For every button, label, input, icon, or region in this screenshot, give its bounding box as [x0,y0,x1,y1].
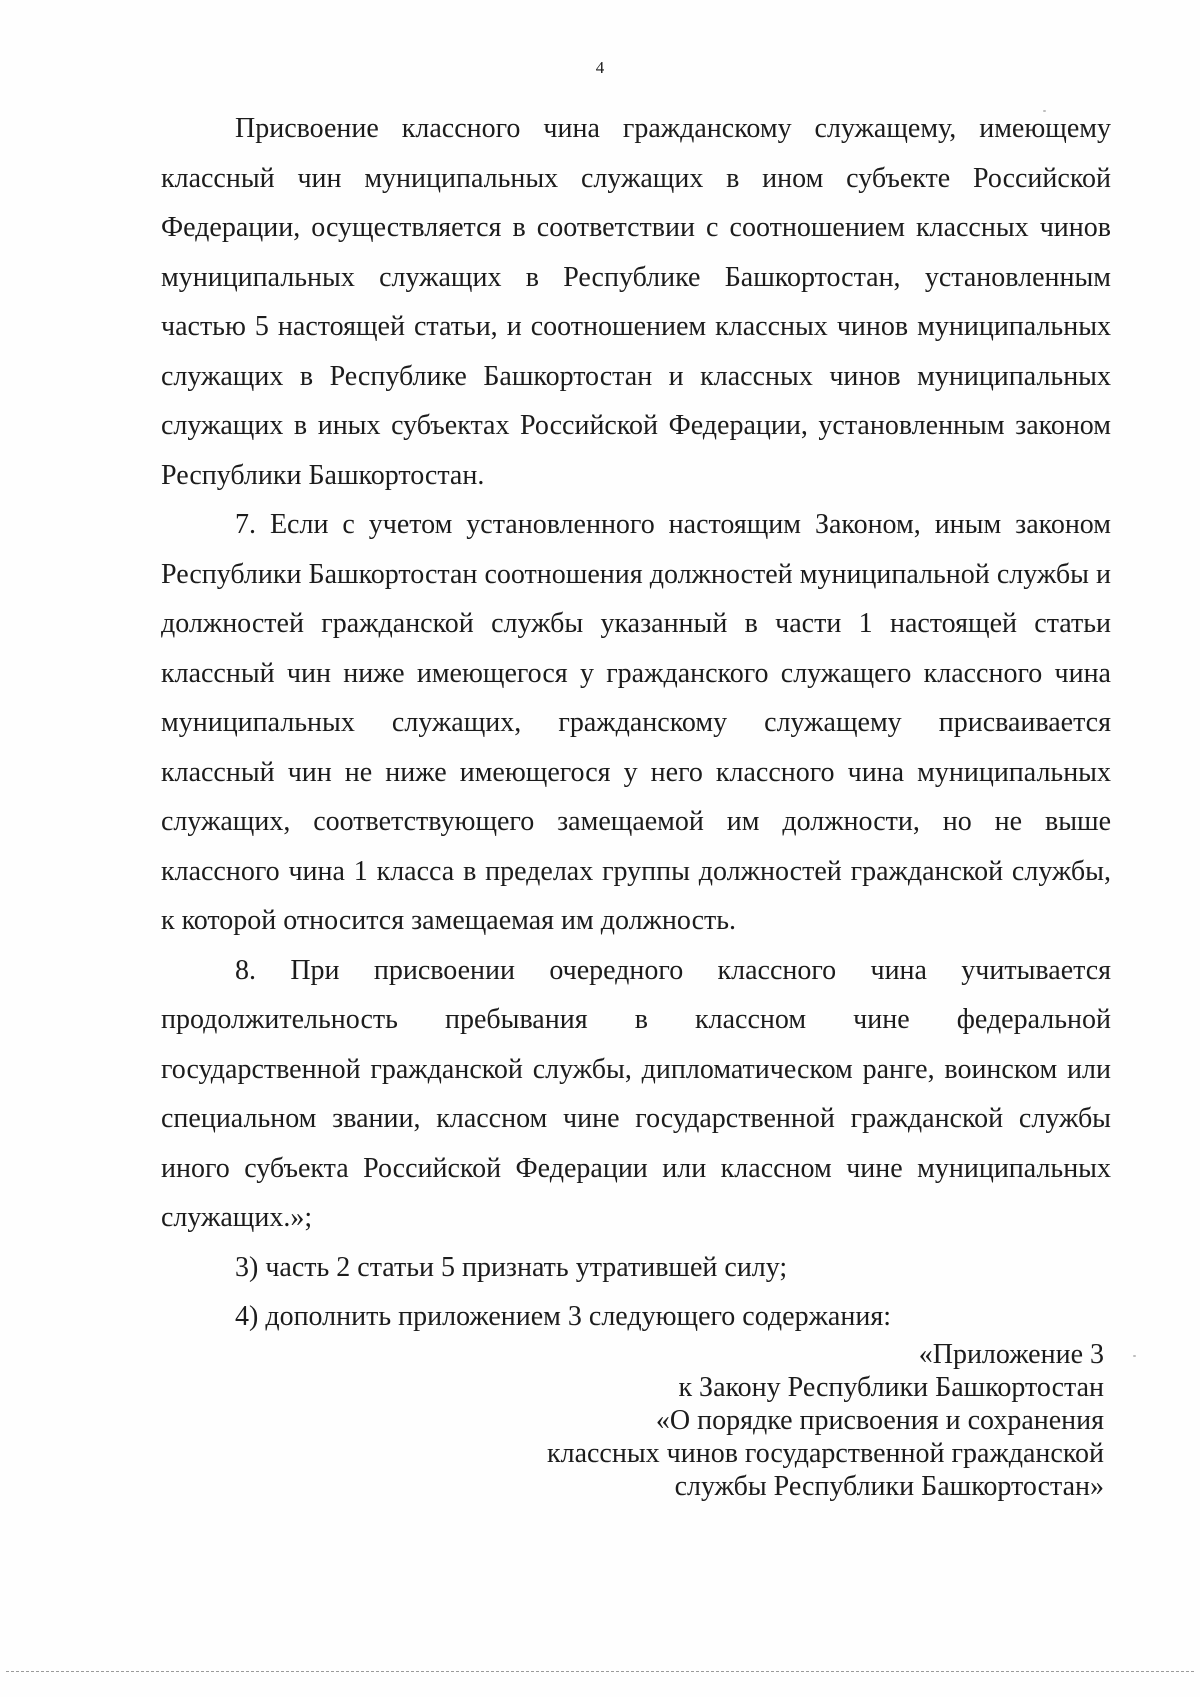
paragraph-subitem-4: 4) дополнить приложением 3 следующего содержания: [235,1301,891,1332]
scan-speck [1133,1355,1136,1357]
scan-speck [1043,110,1046,112]
page-bottom-edge [6,1671,1194,1672]
appendix-line: службы Республики Башкортостан» [674,1471,1104,1502]
paragraph-classification-rank-assignment: Присвоение классного чина гражданскому служащему, имеющему классный чин муниципальных служащих в ином субъекте Российской Федерации, осуществляется в соответствии с соотношением классных чинов муниципальных служащих в Республике Башкортостан, установленным частью 5 настоящей статьи, и соотношением классных чинов муниципальных служащих в Республике Башкортостан и классных чинов муниципальных служащих в иных субъектах Российской Федерации, установленным законом Республики Башкортостан. [161,113,1111,491]
appendix-line: «О порядке присвоения и сохранения [655,1405,1104,1436]
appendix-line: к Закону Республики Башкортостан [678,1372,1104,1403]
appendix-line: классных чинов государственной гражданской [547,1438,1104,1469]
paragraph-item-7: 7. Если с учетом установленного настоящим Законом, иным законом Республики Башкортостан соотношения должностей муниципальной службы и должностей гражданской службы указанный в части 1 настоящей статьи классный чин ниже имеющегося у гражданского служащего классного чина муниципальных служащих, гражданскому служащему присваивается классный чин не ниже имеющегося у него классного чина муниципальных служащих, соответствующего замещаемой им должности, но не выше классного чина 1 класса в пределах группы должностей гражданской службы, к которой относится замещаемая им должность. [161,509,1111,936]
appendix-heading [547,1338,1104,1503]
appendix-title: «Приложение 3 [918,1339,1104,1370]
paragraph-item-8: 8. При присвоении очередного классного чина учитывается продолжительность пребывания в классном чине федеральной государственной гражданской службы, дипломатическом ранге, воинском или специальном звании, классном чине государственной гражданской службы иного субъекта Российской Федерации или классном чине муниципальных служащих.»; [161,954,1111,1233]
page-number: 4 [595,58,605,77]
document-body [161,104,1111,1342]
paragraph-subitem-3: 3) часть 2 статьи 5 признать утратившей силу; [235,1251,788,1283]
